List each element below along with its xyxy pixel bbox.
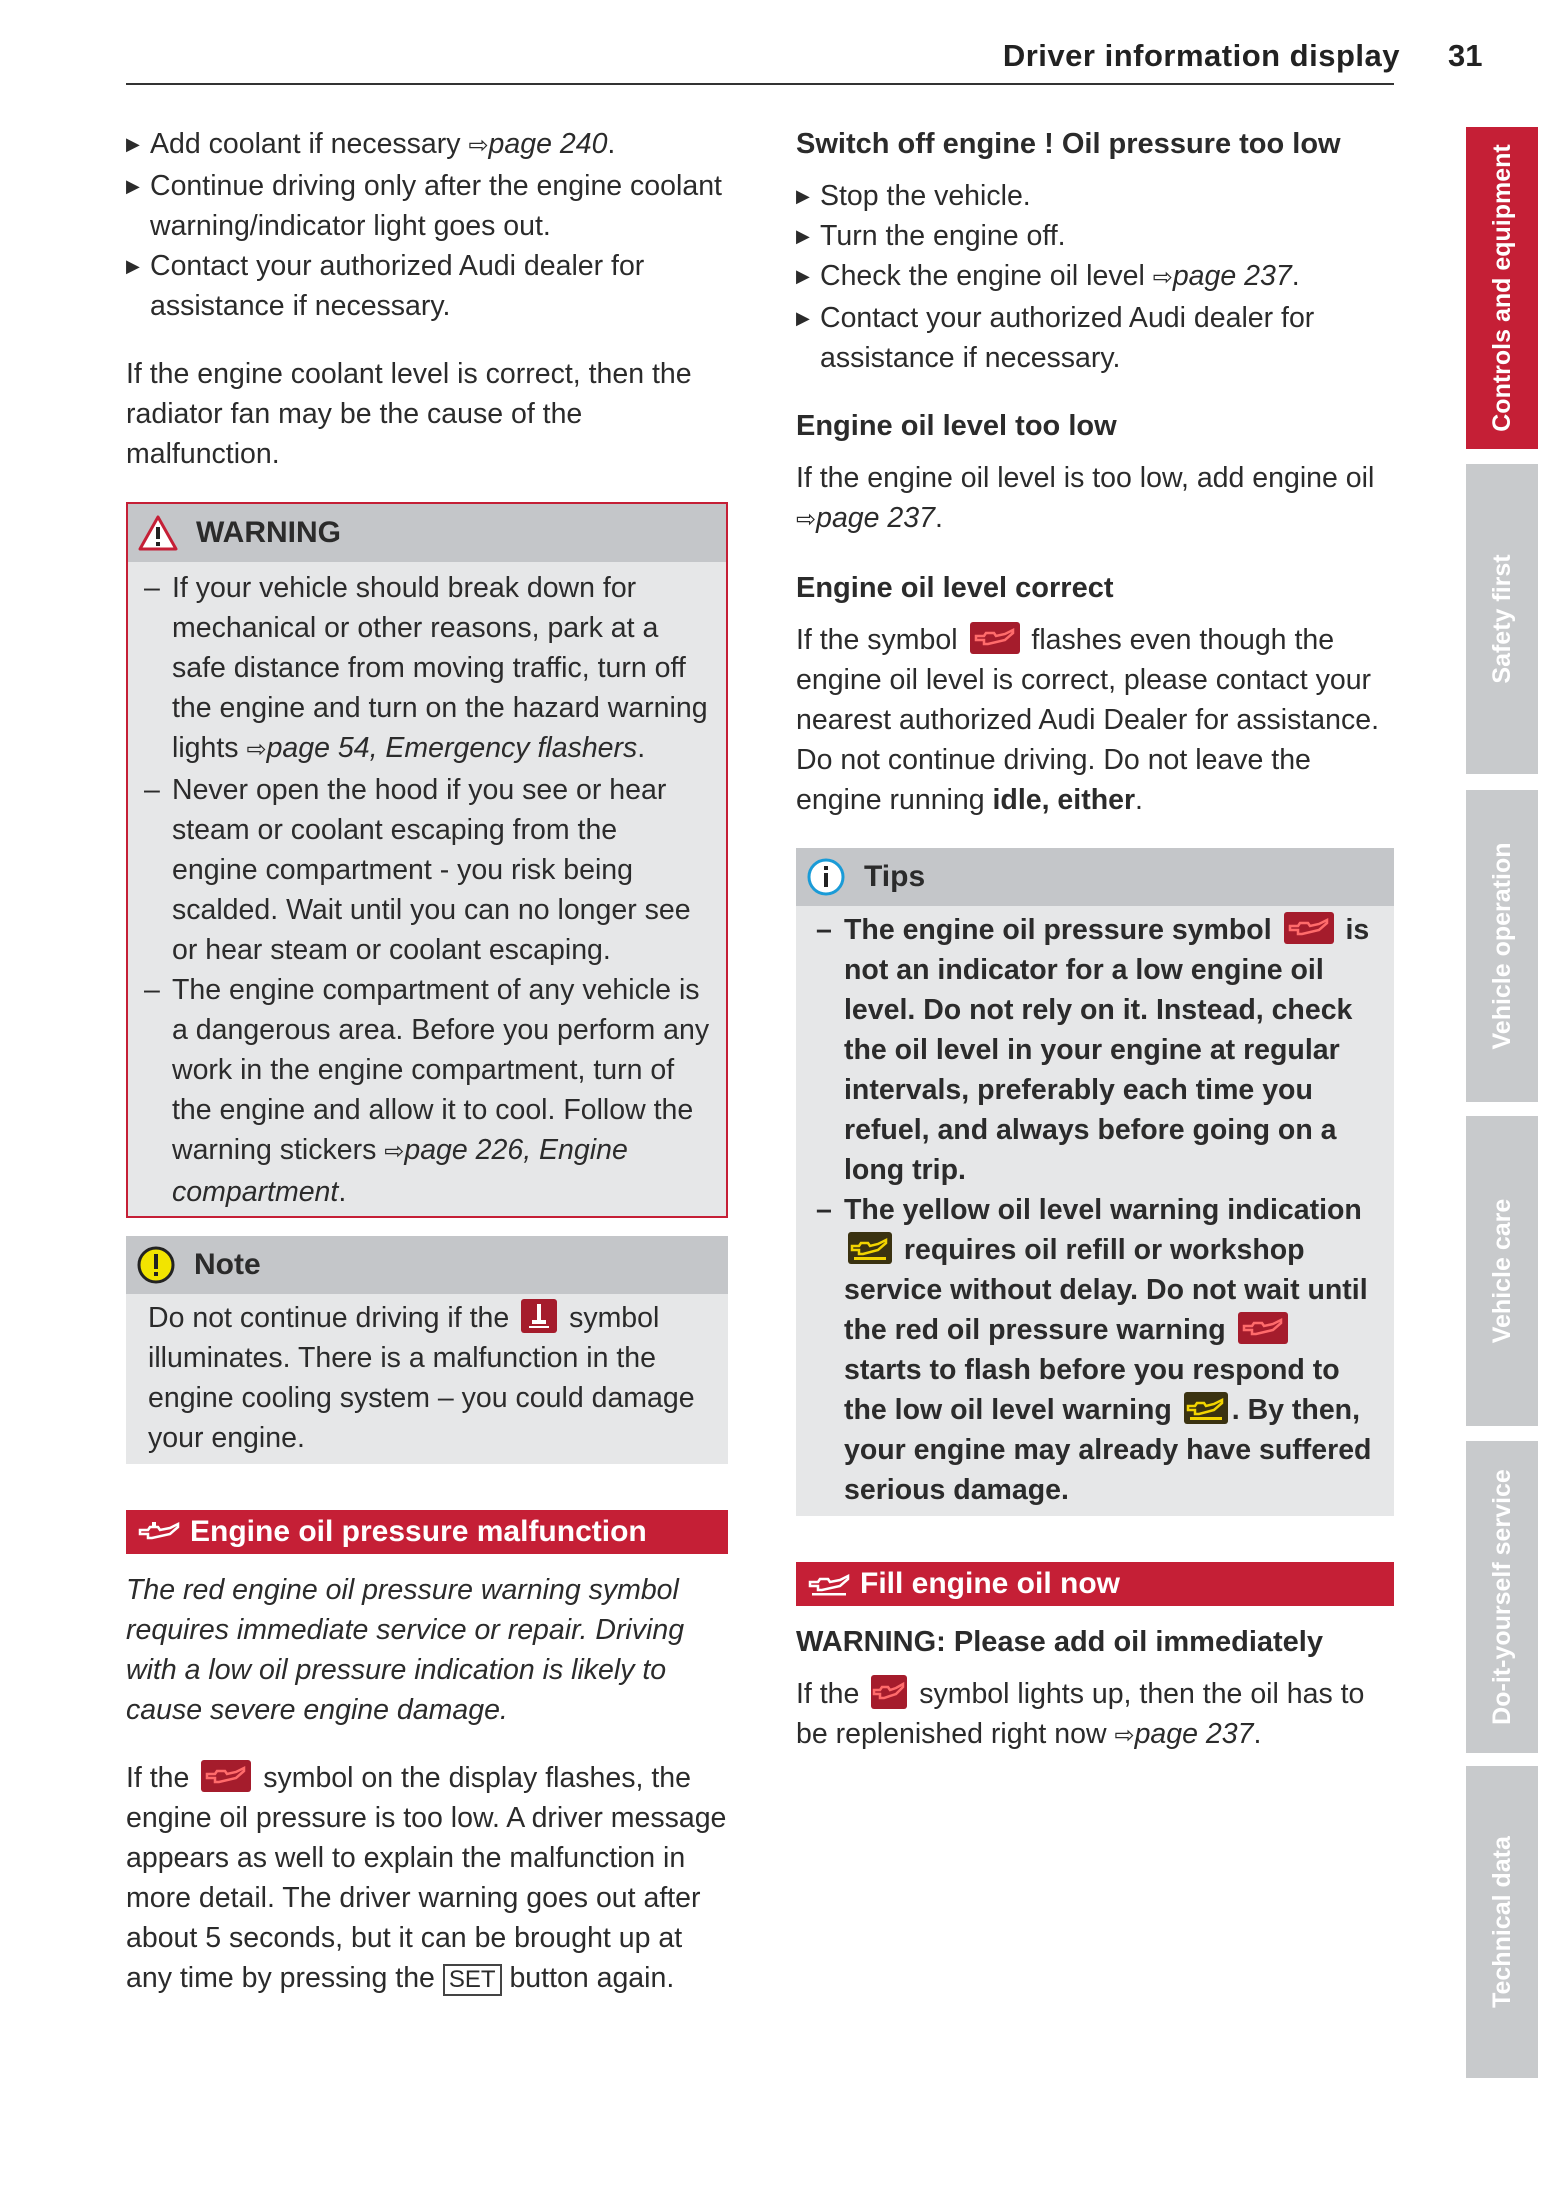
list-item: – If your vehicle should break down for mechanical or other reasons, park at a safe distance from moving traffic, turn off the engine and turn on the hazard warning lights ⇨page 54, Emergency flashers. — [144, 572, 708, 764]
warning-header — [128, 504, 726, 562]
list-item: ▶ Check the engine oil level ⇨page 237. — [796, 256, 1394, 298]
fill-oil-title: Fill engine oil now — [860, 1567, 1120, 1600]
switch-off-steps — [796, 176, 1394, 378]
list-item: ▶ Stop the vehicle. — [796, 176, 1394, 216]
fill-oil-section-header — [796, 1562, 1394, 1606]
list-item: ▶ Continue driving only after the engine coolant warning/indicator light goes out. — [126, 166, 728, 246]
fill-oil-paragraph: If the symbol lights up, then the oil has to be replenished right now ⇨page 237. — [796, 1674, 1394, 1756]
list-item: – Never open the hood if you see or hear steam or coolant escaping from the engine compartment - you risk being scalded. Wait until you can no longer see or hear steam or coolant escaping. — [144, 774, 691, 966]
warning-list — [144, 568, 710, 1212]
tab-technical-data[interactable]: Technical data — [1466, 1766, 1538, 2078]
exclamation-circle-icon — [136, 1245, 176, 1285]
list-item: – The yellow oil level warning indication requires oil refill or workshop service without delay. Do not wait until the red oil pressure warning starts to flash before you respond to the low oil level warning . By then, your engine may already have suffered serious damage. — [816, 1194, 1372, 1506]
oil-correct-paragraph: If the symbol flashes even though the engine oil level is correct, please contact your nearest authorized Audi Dealer for assistance. Do not continue driving. Do not leave the engine running idle, either. — [796, 624, 1379, 816]
reference-arrow-icon: ⇨ — [796, 506, 817, 533]
tab-do-it-yourself-service[interactable]: Do-it-yourself service — [1466, 1441, 1538, 1753]
bullet-triangle-icon: ▶ — [796, 226, 810, 246]
bullet-triangle-icon: ▶ — [796, 308, 810, 328]
list-item: ▶ Turn the engine off. — [796, 216, 1394, 256]
fill-oil-subheading: WARNING: Please add oil immediately — [796, 1626, 1323, 1658]
note-title: Note — [194, 1248, 261, 1281]
oil-level-warning-icon — [1184, 1392, 1228, 1424]
reference-arrow-icon: ⇨ — [1152, 264, 1173, 291]
page-reference[interactable]: page 226, Engine compartment — [172, 1134, 628, 1208]
oil-can-icon — [806, 1570, 852, 1598]
oil-pressure-section-header — [126, 1510, 728, 1554]
tab-vehicle-operation[interactable]: Vehicle operation — [1466, 790, 1538, 1102]
tips-header — [796, 848, 1394, 906]
note-text: Do not continue driving if the symbol illuminates. There is a malfunction in the engine cooling system – you could damage your engine. — [126, 1294, 728, 1464]
oil-pressure-paragraph: If the symbol on the display flashes, the engine oil pressure is too low. A driver message appears as well to explain the malfunction in more detail. The driver warning goes out after about 5 seconds, but it can be brought up at any time by pressing the SET button again. — [126, 1762, 727, 1994]
oil-can-icon — [136, 1518, 182, 1546]
set-button-label: SET — [443, 1964, 502, 1996]
page-reference[interactable]: page 240 — [488, 128, 608, 160]
oil-pressure-warning-icon — [1238, 1312, 1288, 1344]
coolant-temperature-icon — [521, 1299, 557, 1333]
warning-box — [126, 502, 728, 1218]
warning-title: WARNING — [196, 516, 341, 549]
oil-too-low-paragraph: If the engine oil level is too low, add engine oil ⇨page 237. — [796, 462, 1375, 534]
reference-arrow-icon: ⇨ — [468, 132, 489, 159]
note-header — [126, 1236, 728, 1294]
oil-pressure-title: Engine oil pressure malfunction — [190, 1515, 647, 1548]
list-item: ▶ Add coolant if necessary ⇨page 240. — [126, 124, 728, 166]
bullet-triangle-icon: ▶ — [126, 256, 140, 276]
chapter-title: Driver information display — [1002, 38, 1400, 73]
tab-controls-and-equipment[interactable]: Controls and equipment — [1466, 127, 1538, 449]
bullet-triangle-icon: ▶ — [126, 176, 140, 196]
coolant-paragraph: If the engine coolant level is correct, then the radiator fan may be the cause of the malfunction. — [126, 358, 692, 470]
tab-safety-first[interactable]: Safety first — [1466, 464, 1538, 774]
bullet-triangle-icon: ▶ — [126, 134, 140, 154]
oil-pressure-warning-icon — [201, 1760, 251, 1792]
note-box — [126, 1236, 728, 1464]
list-item: – The engine compartment of any vehicle is a dangerous area. Before you perform any work in the engine compartment, turn of the engine and allow it to cool. Follow the warning stickers ⇨page 226, Engine compartment. — [144, 974, 710, 1208]
list-item: ▶ Contact your authorized Audi dealer for assistance if necessary. — [126, 246, 728, 326]
coolant-steps — [126, 124, 728, 326]
tips-list — [816, 910, 1376, 1510]
tips-box — [796, 848, 1394, 1516]
tips-title: Tips — [864, 860, 926, 893]
reference-arrow-icon: ⇨ — [1114, 1722, 1135, 1749]
bullet-triangle-icon: ▶ — [796, 266, 810, 286]
oil-pressure-warning-icon — [1284, 912, 1334, 944]
left-column — [126, 124, 728, 2026]
list-item: ▶ Contact your authorized Audi dealer for assistance if necessary. — [796, 298, 1394, 378]
list-item: – The engine oil pressure symbol is not an indicator for a low engine oil level. Do not rely on it. Instead, check the oil level in your engine at regular intervals, preferably each time you refuel, and always before going on a long trip. — [816, 914, 1370, 1186]
page-reference[interactable]: page 237 — [1134, 1718, 1254, 1750]
oil-pressure-lead: The red engine oil pressure warning symbol requires immediate service or repair. Driving with a low oil pressure indication is likely to cause severe engine damage. — [126, 1574, 685, 1726]
reference-arrow-icon: ⇨ — [246, 736, 267, 763]
switch-off-heading: Switch off engine ! Oil pressure too low — [796, 128, 1341, 160]
right-column — [796, 124, 1394, 1784]
page-reference[interactable]: page 237 — [1172, 260, 1292, 292]
page-reference[interactable]: page 54, Emergency flashers — [266, 732, 638, 764]
page-reference[interactable]: page 237 — [816, 502, 935, 534]
oil-too-low-heading: Engine oil level too low — [796, 410, 1117, 442]
bullet-triangle-icon: ▶ — [796, 186, 810, 206]
header-rule — [126, 83, 1394, 85]
warning-triangle-icon — [138, 515, 178, 551]
info-circle-icon — [806, 857, 846, 897]
oil-pressure-warning-icon — [970, 622, 1020, 654]
page-number: 31 — [1448, 38, 1483, 73]
oil-pressure-warning-icon — [871, 1675, 907, 1709]
oil-correct-heading: Engine oil level correct — [796, 572, 1114, 604]
oil-level-warning-icon — [848, 1232, 892, 1264]
reference-arrow-icon: ⇨ — [384, 1138, 405, 1165]
tab-vehicle-care[interactable]: Vehicle care — [1466, 1116, 1538, 1426]
